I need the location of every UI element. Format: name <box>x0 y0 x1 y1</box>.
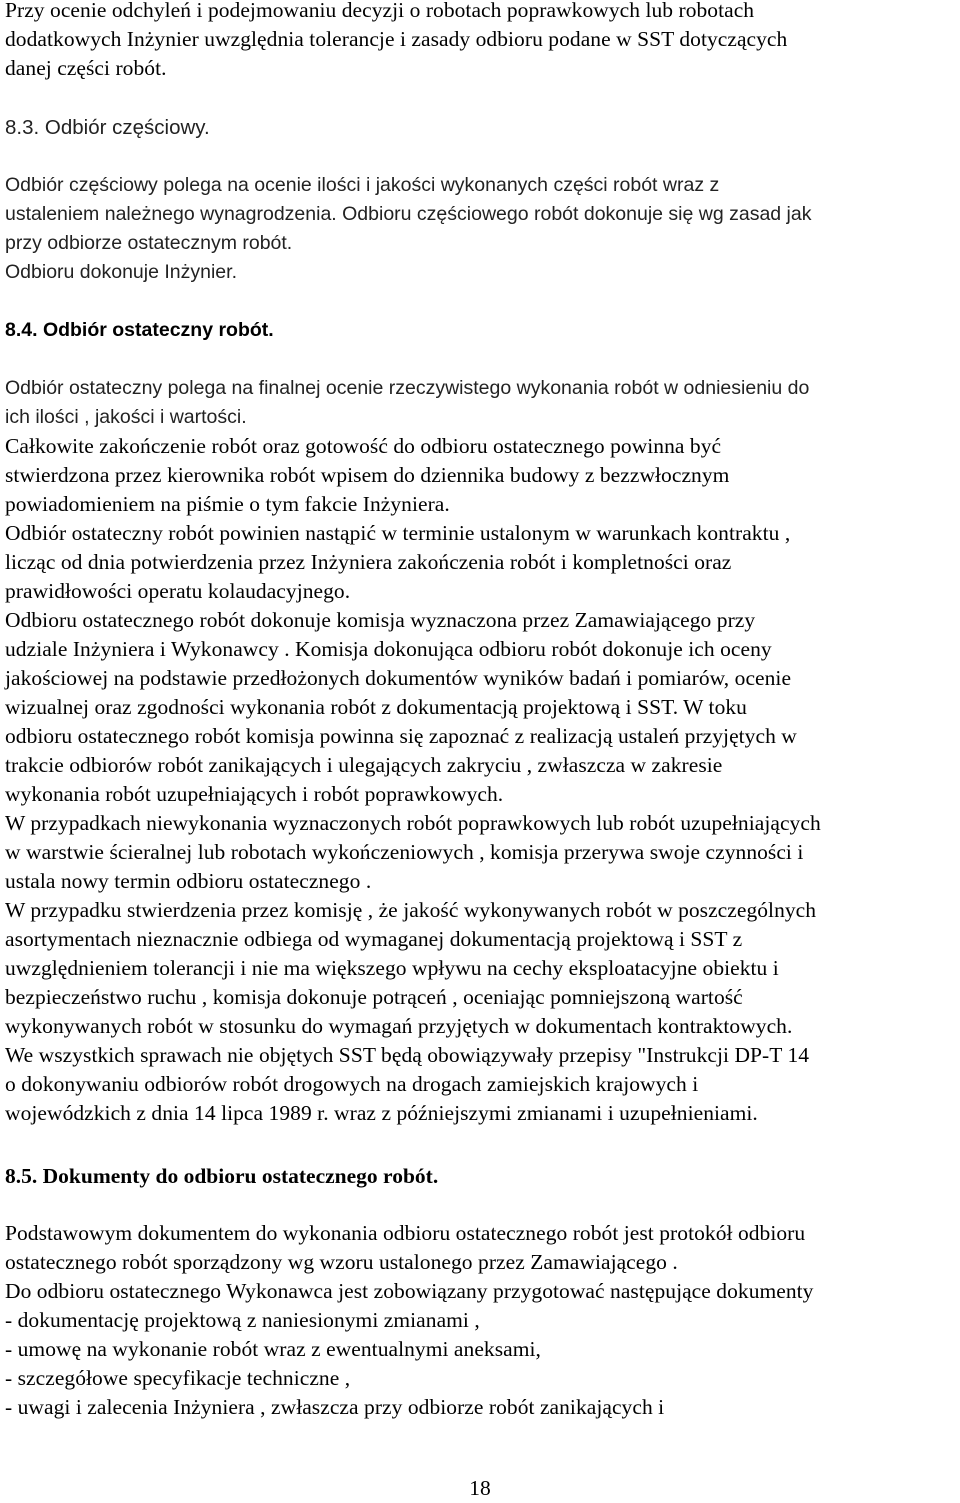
section-8-4-line: We wszystkich sprawach nie objętych SST będą obowiązywały przepisy "Instrukcji DP-T 14 <box>5 1043 810 1067</box>
section-8-4-line: wykonywanych robót w stosunku do wymagań przyjętych w dokumentach kontraktowych. <box>5 1014 793 1038</box>
section-8-4-line: powiadomieniem na piśmie o tym fakcie Inżyniera. <box>5 492 450 516</box>
section-8-3-line: Odbioru dokonuje Inżynier. <box>5 261 237 283</box>
section-8-4-line: Odbiór ostateczny polega na finalnej ocenie rzeczywistego wykonania robót w odniesieniu do <box>5 377 810 399</box>
section-8-4-line: wojewódzkich z dnia 14 lipca 1989 r. wraz z późniejszymi zmianami i uzupełnieniami. <box>5 1101 758 1125</box>
section-8-4-line: ich ilości , jakości i wartości. <box>5 406 247 428</box>
section-8-4-line: W przypadku stwierdzenia przez komisję , że jakość wykonywanych robót w poszczególnych <box>5 898 817 922</box>
section-8-4-line: Całkowite zakończenie robót oraz gotowość do odbioru ostatecznego powinna być <box>5 434 722 458</box>
section-8-5-list-item: - umowę na wykonanie robót wraz z ewentualnymi aneksami, <box>5 1337 541 1361</box>
section-8-4-line: stwierdzona przez kierownika robót wpisem do dziennika budowy z bezzwłocznym <box>5 463 730 487</box>
section-8-3-line: ustaleniem należnego wynagrodzenia. Odbioru częściowego robót dokonuje się wg zasad jak <box>5 203 812 225</box>
section-8-4-line: bezpieczeństwo ruchu , komisja dokonuje potrąceń , oceniając pomniejszoną wartość <box>5 985 743 1009</box>
intro-line: dodatkowych Inżynier uwzględnia tolerancje i zasady odbioru podane w SST dotyczących <box>5 27 788 51</box>
section-8-4-line: o dokonywaniu odbiorów robót drogowych na drogach zamiejskich krajowych i <box>5 1072 699 1096</box>
section-8-4-line: wykonania robót uzupełniających i robót poprawkowych. <box>5 782 504 806</box>
section-8-5-heading: 8.5. Dokumenty do odbioru ostatecznego robót. <box>5 1164 439 1188</box>
section-8-4-line: Odbiór ostateczny robót powinien nastąpić w terminie ustalonym w warunkach kontraktu , <box>5 521 791 545</box>
section-8-3-line: przy odbiorze ostatecznym robót. <box>5 232 293 254</box>
intro-line: Przy ocenie odchyleń i podejmowaniu decyzji o robotach poprawkowych lub robotach <box>5 0 755 22</box>
section-8-5-line: Podstawowym dokumentem do wykonania odbioru ostatecznego robót jest protokół odbioru <box>5 1221 806 1245</box>
section-8-4-line: wizualnej oraz zgodności wykonania robót z dokumentacją projektową i SST. W toku <box>5 695 747 719</box>
section-8-4-line: licząc od dnia potwierdzenia przez Inżyniera zakończenia robót i kompletności oraz <box>5 550 732 574</box>
page-number: 18 <box>469 1476 491 1500</box>
intro-line: danej części robót. <box>5 56 167 80</box>
section-8-4-line: w warstwie ścieralnej lub robotach wykończeniowych , komisja przerywa swoje czynności i <box>5 840 804 864</box>
section-8-3-heading: 8.3. Odbiór częściowy. <box>5 116 210 139</box>
section-8-5-line: Do odbioru ostatecznego Wykonawca jest zobowiązany przygotować następujące dokumenty <box>5 1279 814 1303</box>
section-8-4-line: asortymentach nieznacznie odbiega od wymaganej dokumentacją projektową i SST z <box>5 927 743 951</box>
section-8-4-line: udziale Inżyniera i Wykonawcy . Komisja dokonująca odbioru robót dokonuje ich oceny <box>5 637 772 661</box>
section-8-4-heading: 8.4. Odbiór ostateczny robót. <box>5 319 274 341</box>
section-8-5-list-item: - dokumentację projektową z naniesionymi zmianami , <box>5 1308 480 1332</box>
section-8-4-line: odbioru ostatecznego robót komisja powinna się zapoznać z realizacją ustaleń przyjętych w <box>5 724 797 748</box>
section-8-3-line: Odbiór częściowy polega na ocenie ilości i jakości wykonanych części robót wraz z <box>5 174 720 196</box>
section-8-4-line: jakościowej na podstawie przedłożonych dokumentów wyników badań i pomiarów, ocenie <box>5 666 792 690</box>
section-8-5-line: ostatecznego robót sporządzony wg wzoru ustalonego przez Zamawiającego . <box>5 1250 678 1274</box>
section-8-5-list-item: - szczegółowe specyfikacje techniczne , <box>5 1366 351 1390</box>
section-8-4-line: W przypadkach niewykonania wyznaczonych robót poprawkowych lub robót uzupełniających <box>5 811 821 835</box>
section-8-4-line: uwzględnieniem tolerancji i nie ma większego wpływu na cechy eksploatacyjne obiektu i <box>5 956 779 980</box>
section-8-4-line: Odbioru ostatecznego robót dokonuje komisja wyznaczona przez Zamawiającego przy <box>5 608 756 632</box>
section-8-5-list-item: - uwagi i zalecenia Inżyniera , zwłaszcza przy odbiorze robót zanikających i <box>5 1395 665 1419</box>
section-8-4-line: prawidłowości operatu kolaudacyjnego. <box>5 579 351 603</box>
section-8-4-line: ustala nowy termin odbioru ostatecznego . <box>5 869 372 893</box>
section-8-4-line: trakcie odbiorów robót zanikających i ulegających zakryciu , zwłaszcza w zakresie <box>5 753 723 777</box>
